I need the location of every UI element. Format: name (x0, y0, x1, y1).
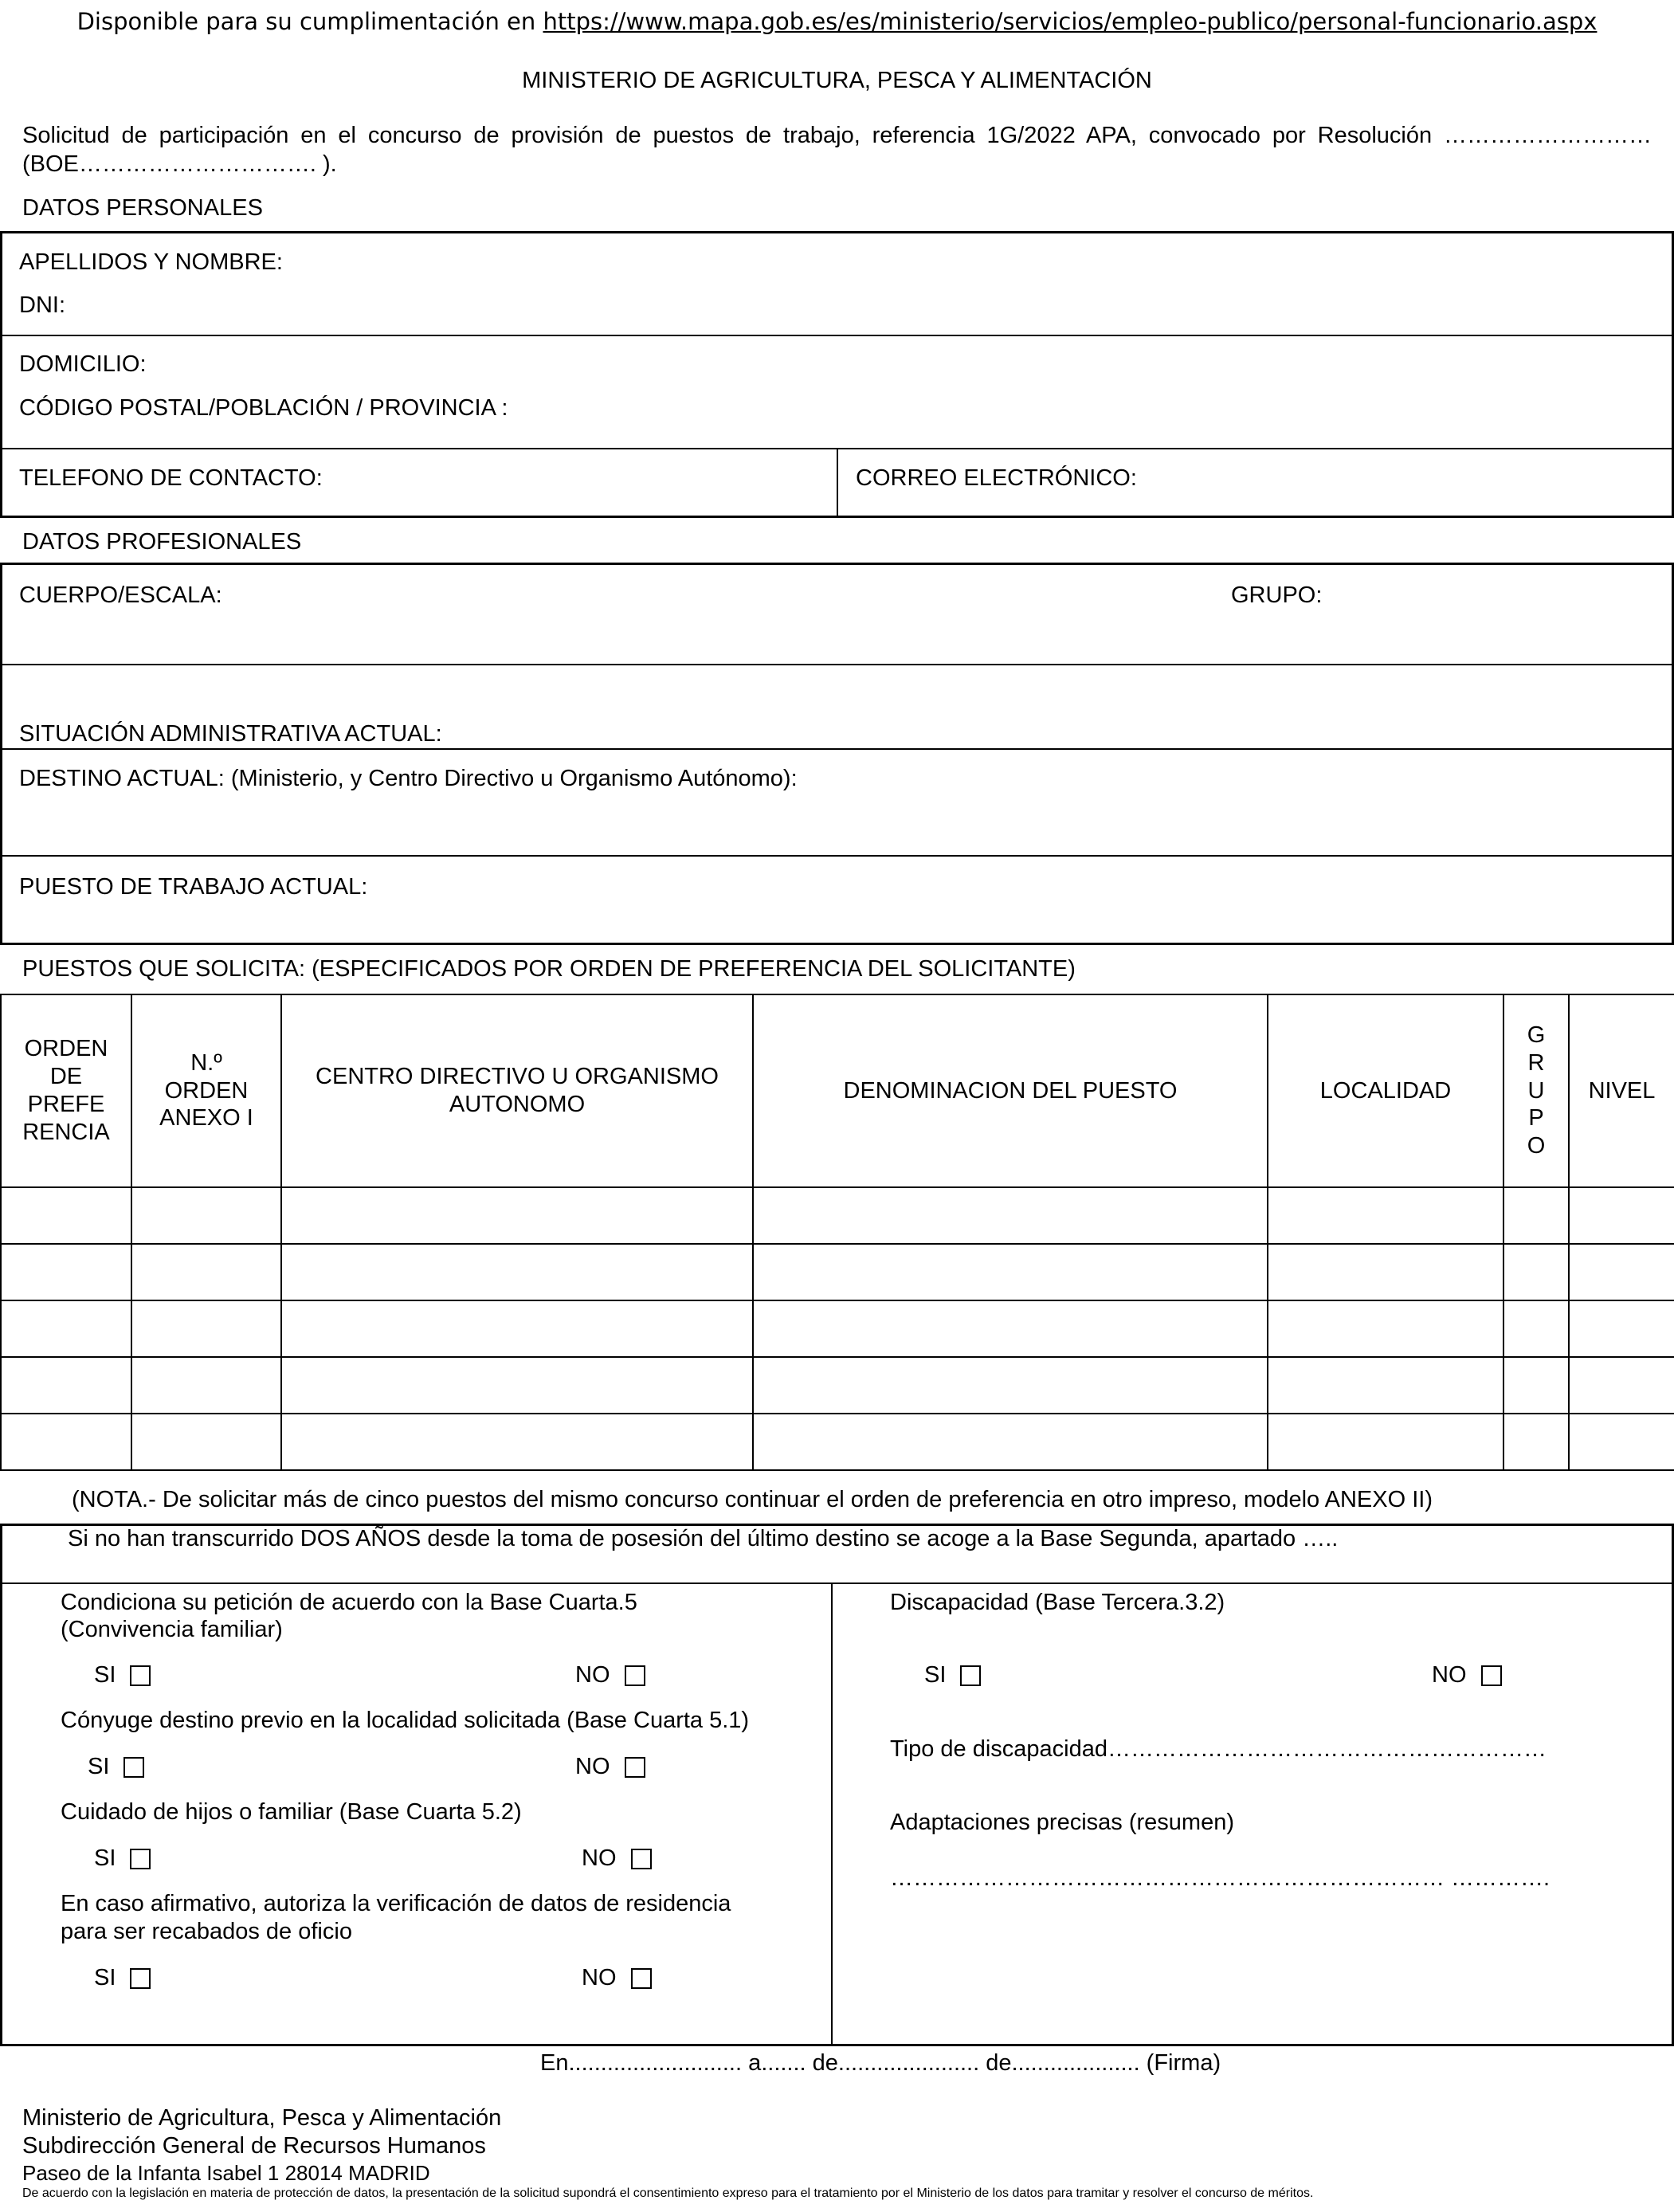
checkbox[interactable] (631, 1968, 652, 1989)
table-cell[interactable] (281, 1357, 753, 1414)
table-cell[interactable] (1503, 1187, 1569, 1244)
table-cell[interactable] (1, 1414, 131, 1470)
checkbox[interactable] (1481, 1665, 1502, 1686)
checkbox[interactable] (625, 1757, 645, 1778)
table-cell[interactable] (1503, 1244, 1569, 1300)
divider (0, 748, 1674, 750)
table-cell[interactable] (753, 1357, 1268, 1414)
yes-label: SI (94, 1965, 116, 1990)
table-cell[interactable] (1569, 1414, 1674, 1470)
positions-table (0, 994, 1674, 1471)
table-cell[interactable] (1, 1300, 131, 1357)
privacy-notice: De acuerdo con la legislación en materia de protección de datos, la presentación de la solicitud supondrá el consentimiento expreso para el tratamiento por el Ministerio de los datos para tramitar y resolver el concurso de méritos. (22, 2187, 1314, 2200)
col-locality: LOCALIDAD (1268, 994, 1503, 1187)
availability-prefix: Disponible para su cumplimentación en (76, 8, 536, 35)
divider (0, 664, 1674, 665)
status-label[interactable]: SITUACIÓN ADMINISTRATIVA ACTUAL: (19, 721, 442, 747)
care-condition-label: Cuidado de hijos o familiar (Base Cuarta 5.2) (61, 1799, 522, 1825)
verify-label: En caso afirmativo, autoriza la verificación de datos de residencia (61, 1891, 731, 1916)
name-label[interactable]: APELLIDOS Y NOMBRE: (19, 249, 283, 275)
table-cell[interactable] (131, 1357, 281, 1414)
family-condition-no[interactable] (575, 1661, 645, 1689)
divider (0, 855, 1674, 857)
ministry-heading: MINISTERIO DE AGRICULTURA, PESCA Y ALIMENTACIÓN (522, 68, 1152, 93)
corps-label[interactable]: CUERPO/ESCALA: (19, 582, 222, 608)
signature-line[interactable]: En........................... a....... de...................... de.................... (Firma) (540, 2050, 1221, 2076)
verify-yes[interactable] (94, 1964, 151, 1992)
availability-note (0, 8, 1674, 36)
table-cell[interactable] (1268, 1357, 1503, 1414)
two-years-statement: Si no han transcurrido DOS AÑOS desde la toma de posesión del último destino se acoge a la Base Segunda, apartado ….. (68, 1526, 1339, 1551)
col-group: G R U P O (1503, 994, 1569, 1187)
table-cell[interactable] (1268, 1187, 1503, 1244)
no-label: NO (582, 1845, 617, 1871)
no-label: NO (582, 1965, 617, 1990)
yes-label: SI (88, 1754, 110, 1779)
col-preference-order: ORDEN DE PREFE RENCIA (1, 994, 131, 1187)
divider (0, 335, 1674, 336)
no-label: NO (575, 1662, 610, 1688)
positions-section-title: PUESTOS QUE SOLICITA: (ESPECIFICADOS POR ORDEN DE PREFERENCIA DEL SOLICITANTE) (22, 956, 1076, 982)
table-cell[interactable] (281, 1244, 753, 1300)
footer-department: Subdirección General de Recursos Humanos (22, 2133, 486, 2159)
disability-yes[interactable] (924, 1661, 981, 1689)
table-cell[interactable] (281, 1414, 753, 1470)
spouse-condition-no[interactable] (575, 1753, 645, 1781)
yes-label: SI (94, 1662, 116, 1688)
no-label: NO (575, 1754, 610, 1779)
spouse-condition-label: Cónyuge destino previo en la localidad solicitada (Base Cuarta 5.1) (61, 1708, 750, 1733)
table-cell[interactable] (753, 1414, 1268, 1470)
care-condition-no[interactable] (582, 1845, 652, 1873)
destination-label[interactable]: DESTINO ACTUAL: (Ministerio, y Centro Directivo u Organismo Autónomo): (19, 766, 798, 791)
yes-label: SI (94, 1845, 116, 1871)
table-cell[interactable] (1503, 1414, 1569, 1470)
footer-address: Paseo de la Infanta Isabel 1 28014 MADRID (22, 2161, 430, 2185)
checkbox[interactable] (130, 1849, 151, 1869)
col-directive-center: CENTRO DIRECTIVO U ORGANISMO AUTONOMO (281, 994, 753, 1187)
table-cell[interactable] (1569, 1300, 1674, 1357)
table-row (1, 1414, 1674, 1470)
checkbox[interactable] (123, 1757, 144, 1778)
table-row (1, 1357, 1674, 1414)
table-row (1, 1187, 1674, 1244)
no-label: NO (1432, 1662, 1467, 1688)
divider (831, 1583, 833, 2046)
table-cell[interactable] (281, 1187, 753, 1244)
table-cell[interactable] (753, 1244, 1268, 1300)
checkbox[interactable] (130, 1968, 151, 1989)
application-intro: Solicitud de participación en el concurso de provisión de puestos de trabajo, referencia 1G/2022 APA, convocado por Resolución ……………………… (BOE…………………………. ). (22, 123, 1652, 178)
postal-label[interactable]: CÓDIGO POSTAL/POBLACIÓN / PROVINCIA : (19, 395, 508, 421)
checkbox[interactable] (960, 1665, 981, 1686)
group-label[interactable]: GRUPO: (1231, 582, 1323, 608)
table-cell[interactable] (131, 1187, 281, 1244)
checkbox[interactable] (130, 1665, 151, 1686)
col-annex-number: N.º ORDEN ANEXO I (131, 994, 281, 1187)
family-condition-yes[interactable] (94, 1661, 151, 1689)
professional-section-title: DATOS PROFESIONALES (22, 529, 302, 555)
table-cell[interactable] (1268, 1414, 1503, 1470)
yes-label: SI (924, 1662, 947, 1688)
positions-note: (NOTA.- De solicitar más de cinco puestos del mismo concurso continuar el orden de preferencia en otro impreso, modelo ANEXO II) (72, 1487, 1433, 1512)
adaptations-label: Adaptaciones precisas (resumen) (890, 1810, 1234, 1835)
table-cell[interactable] (1569, 1244, 1674, 1300)
divider (837, 448, 838, 518)
dni-label[interactable]: DNI: (19, 292, 65, 318)
spouse-condition-yes[interactable] (88, 1753, 144, 1781)
address-label[interactable]: DOMICILIO: (19, 351, 147, 377)
verify-sublabel: para ser recabados de oficio (61, 1919, 352, 1944)
checkbox[interactable] (625, 1665, 645, 1686)
personal-section-title: DATOS PERSONALES (22, 195, 263, 221)
table-cell[interactable] (131, 1414, 281, 1470)
table-cell[interactable] (1, 1187, 131, 1244)
adaptations-field[interactable]: ……………………………………………………………… …………. (890, 1865, 1551, 1891)
table-row (1, 1244, 1674, 1300)
footer-ministry: Ministerio de Agricultura, Pesca y Alimentación (22, 2105, 502, 2131)
table-cell[interactable] (1569, 1357, 1674, 1414)
table-cell[interactable] (753, 1300, 1268, 1357)
table-cell[interactable] (1, 1357, 131, 1414)
family-condition-sublabel: (Convivencia familiar) (61, 1617, 283, 1642)
checkbox[interactable] (631, 1849, 652, 1869)
col-position-name: DENOMINACION DEL PUESTO (753, 994, 1268, 1187)
email-label[interactable]: CORREO ELECTRÓNICO: (856, 465, 1137, 491)
table-cell[interactable] (1, 1244, 131, 1300)
table-row (1, 1300, 1674, 1357)
divider (0, 1583, 1674, 1584)
position-label[interactable]: PUESTO DE TRABAJO ACTUAL: (19, 874, 368, 900)
disability-label: Discapacidad (Base Tercera.3.2) (890, 1590, 1225, 1615)
table-cell[interactable] (131, 1300, 281, 1357)
disability-no[interactable] (1432, 1661, 1502, 1689)
verify-no[interactable] (582, 1964, 652, 1992)
table-cell[interactable] (1268, 1300, 1503, 1357)
family-condition-label: Condiciona su petición de acuerdo con la Base Cuarta.5 (61, 1590, 637, 1615)
col-level: NIVEL (1569, 994, 1674, 1187)
table-cell[interactable] (1569, 1187, 1674, 1244)
table-cell[interactable] (131, 1244, 281, 1300)
table-cell[interactable] (1503, 1300, 1569, 1357)
phone-label[interactable]: TELEFONO DE CONTACTO: (19, 465, 323, 491)
table-cell[interactable] (281, 1300, 753, 1357)
table-header-row (1, 994, 1674, 1187)
table-cell[interactable] (1503, 1357, 1569, 1414)
care-condition-yes[interactable] (94, 1845, 151, 1873)
table-cell[interactable] (1268, 1244, 1503, 1300)
availability-link[interactable]: https://www.mapa.gob.es/es/ministerio/servicios/empleo-publico/personal-funcionario.aspx (543, 8, 1598, 35)
disability-type-field[interactable]: Tipo de discapacidad………………………………………………… (890, 1736, 1547, 1762)
table-cell[interactable] (753, 1187, 1268, 1244)
